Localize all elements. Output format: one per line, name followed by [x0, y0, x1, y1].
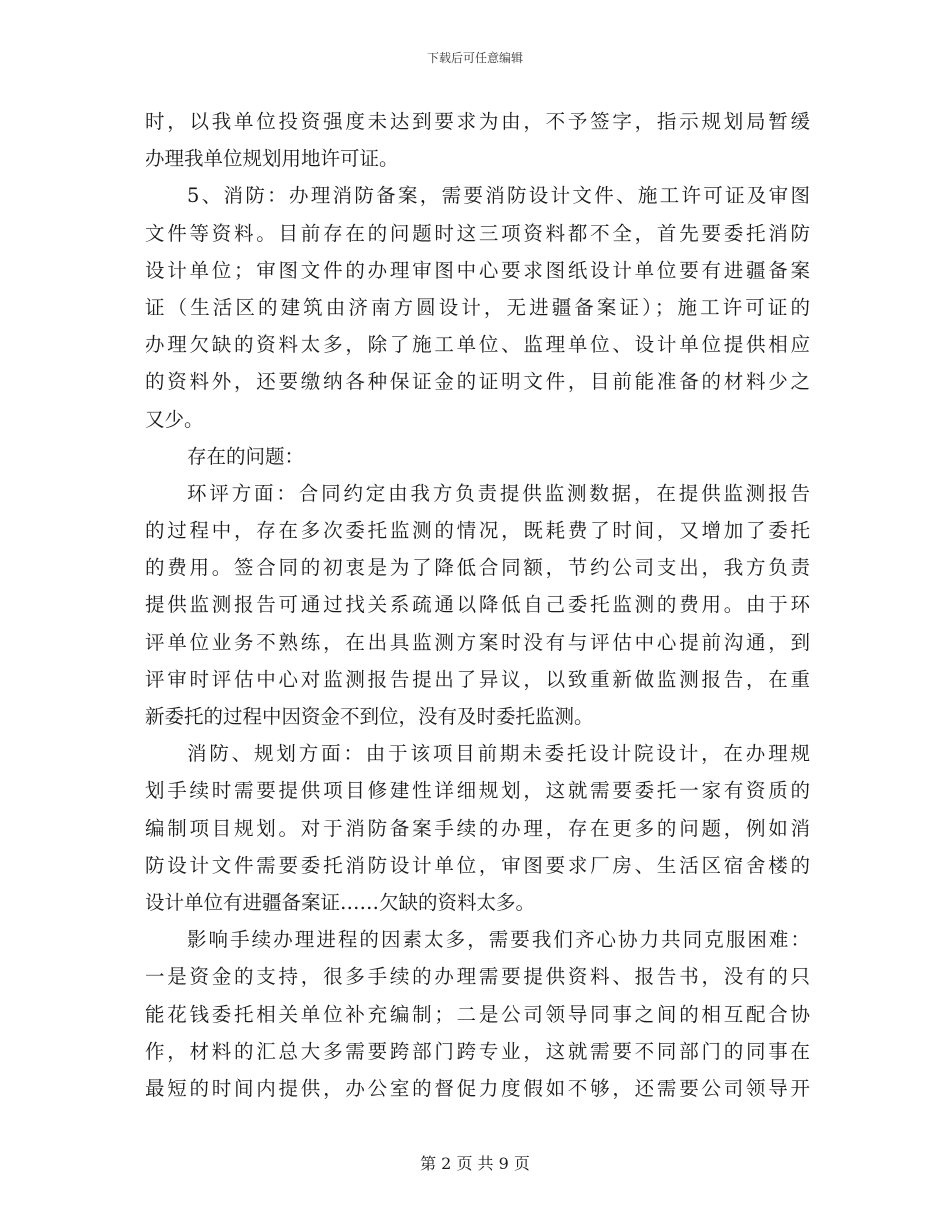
text-line: 的费用。签合同的初衷是为了降低合同额，节约公司支出，我方负责 — [145, 556, 810, 580]
text-line: 时，以我单位投资强度未达到要求为由，不予签字，指示规划局暂缓 — [145, 110, 810, 133]
text-line: 办理我单位规划用地许可证。 — [145, 147, 399, 171]
text-line: 存在的问题： — [187, 444, 305, 468]
text-line: 最短的时间内提供，办公室的督促力度假如不够，还需要公司领导开 — [145, 1076, 810, 1100]
text-line: 划手续时需要提供项目修建性详细规划，这就需要委托一家有资质的 — [145, 779, 810, 803]
text-line: 作，材料的汇总大多需要跨部门跨专业，这就需要不同部门的同事在 — [145, 1039, 810, 1063]
text-line: 编制项目规划。对于消防备案手续的办理，存在更多的问题，例如消 — [145, 816, 810, 840]
text-line: 评审时评估中心对监测报告提出了异议，以致重新做监测报告，在重 — [145, 667, 810, 691]
text-line: 5、消防：办理消防备案，需要消防设计文件、施工许可证及审图 — [187, 184, 810, 208]
text-line: 新委托的过程中因资金不到位，没有及时委托监测。 — [145, 705, 594, 728]
text-line: 一是资金的支持，很多手续的办理需要提供资料、报告书，没有的只 — [145, 965, 810, 989]
text-line: 设计单位；审图文件的办理审图中心要求图纸设计单位要有进疆备案 — [145, 258, 810, 282]
text-line: 影响手续办理进程的因素太多，需要我们齐心协力共同克服困难： — [187, 928, 810, 952]
page-footer: 第 2 页 共 9 页 — [420, 1154, 530, 1173]
text-line: 消防、规划方面：由于该项目前期未委托设计院设计，在办理规 — [187, 742, 810, 766]
text-line: 证（生活区的建筑由济南方圆设计，无进疆备案证）；施工许可证的 — [145, 295, 810, 319]
text-line: 能花钱委托相关单位补充编制；二是公司领导同事之间的相互配合协 — [145, 1002, 810, 1026]
text-line: 的资料外，还要缴纳各种保证金的证明文件，目前能准备的材料少之 — [145, 370, 810, 394]
page-header: 下载后可任意编辑 — [426, 51, 523, 65]
text-line: 环评方面：合同约定由我方负责提供监测数据，在提供监测报告 — [187, 481, 810, 505]
text-line: 办理欠缺的资料太多，除了施工单位、监理单位、设计单位提供相应 — [145, 333, 810, 357]
text-line: 提供监测报告可通过找关系疏通以降低自己委托监测的费用。由于环 — [145, 593, 810, 617]
text-line: 防设计文件需要委托消防设计单位，审图要求厂房、生活区宿舍楼的 — [145, 853, 810, 877]
text-line: 的过程中，存在多次委托监测的情况，既耗费了时间，又增加了委托 — [145, 519, 810, 543]
text-line: 文件等资料。目前存在的问题时这三项资料都不全，首先要委托消防 — [145, 221, 810, 245]
text-line: 又少。 — [145, 407, 204, 431]
document-body — [145, 103, 810, 1107]
text-line: 设计单位有进疆备案证……欠缺的资料太多。 — [145, 890, 536, 914]
text-line: 评单位业务不熟练，在出具监测方案时没有与评估中心提前沟通，到 — [145, 630, 810, 654]
